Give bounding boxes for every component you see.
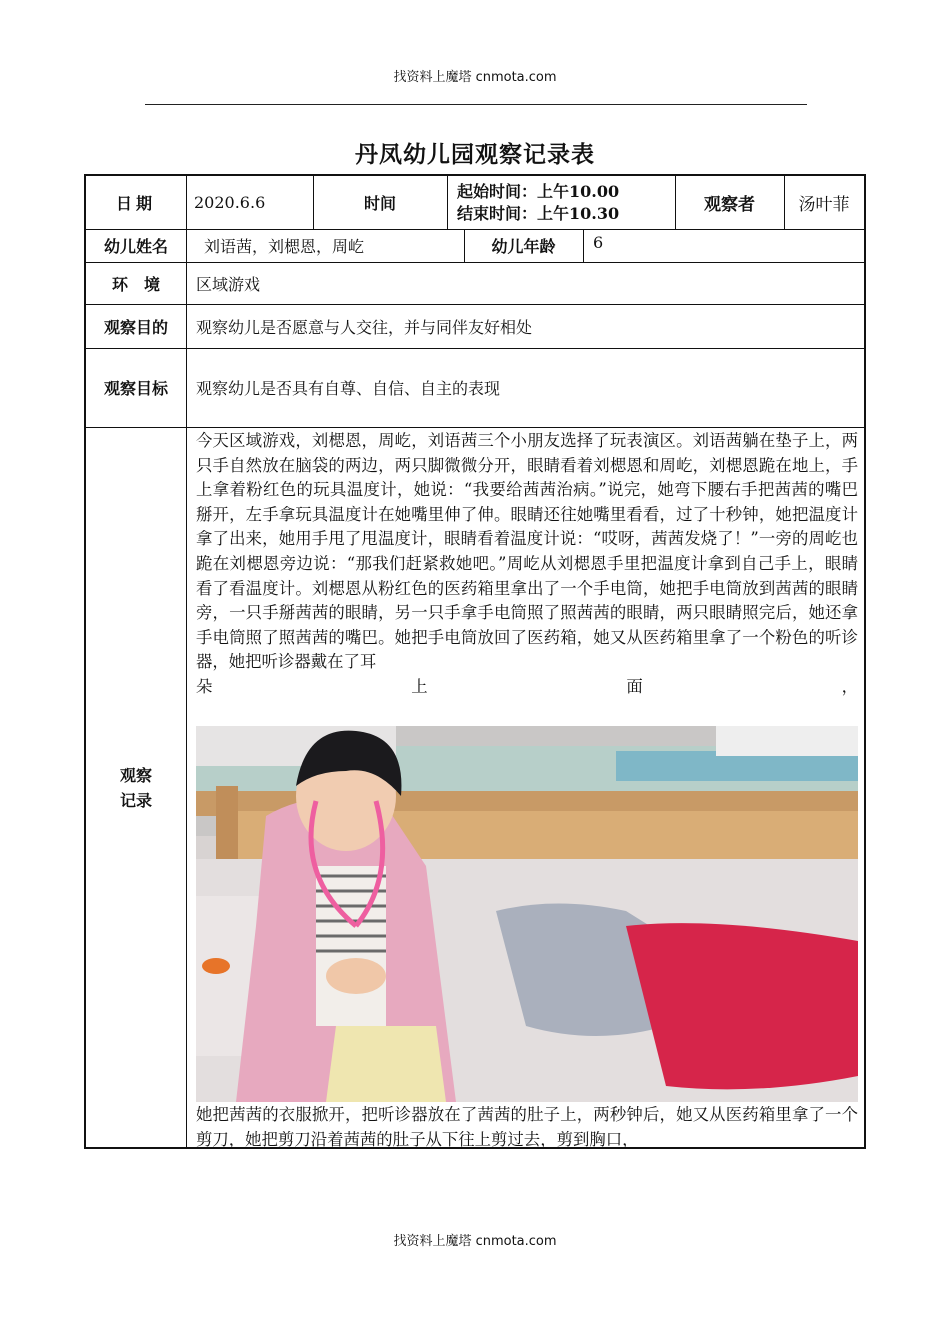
observation-table <box>84 174 866 1149</box>
date-value: 2020.6.6 <box>194 193 266 212</box>
observation-record-text <box>196 429 858 700</box>
record-label-line1: 观察 <box>119 766 152 785</box>
spread-char: 朵 <box>196 676 213 696</box>
observation-photo <box>196 726 858 1102</box>
child-age-label: 幼儿年龄 <box>491 237 556 256</box>
observer-label: 观察者 <box>704 195 755 215</box>
record-spread-line <box>196 675 858 700</box>
record-paragraph-2: 她把茜茜的衣服掀开，把听诊器放在了茜茜的肚子上，两秒钟后，她又从医药箱里拿了一个剪刀，她把剪刀沿着茜茜的肚子从下往上剪过去，剪到胸口， <box>196 1105 858 1149</box>
child-age-value: 6 <box>593 233 604 252</box>
row-divider <box>86 427 864 428</box>
child-name-value: 刘语茜，刘楒恩，周屹 <box>204 237 365 256</box>
observer-value: 汤叶菲 <box>798 195 850 215</box>
observation-goal-value: 观察幼儿是否具有自尊、自信、自主的表现 <box>196 379 501 398</box>
header-watermark: 找资料上魔塔 cnmota.com <box>393 70 557 85</box>
spread-char: 上 <box>411 676 428 696</box>
environment-value: 区域游戏 <box>196 274 261 294</box>
page-title: 丹凤幼儿园观察记录表 <box>355 141 595 168</box>
footer-watermark: 找资料上魔塔 cnmota.com <box>393 1234 557 1249</box>
col-divider <box>583 229 584 262</box>
time-label: 时间 <box>363 194 396 213</box>
photo-illustration <box>196 726 858 1102</box>
date-label: 日期 <box>115 194 156 213</box>
time-range <box>457 176 675 229</box>
observation-purpose-label: 观察目的 <box>103 317 168 337</box>
col-divider <box>447 176 448 229</box>
spread-char: 面 <box>626 676 643 696</box>
record-label-line2: 记录 <box>119 791 152 810</box>
start-time: 起始时间：上午10.00 <box>457 181 620 201</box>
observation-record-label <box>86 427 186 1149</box>
record-paragraph-1: 今天区域游戏，刘楒恩，周屹，刘语茜三个小朋友选择了玩表演区。刘语茜躺在垫子上，两只手自然放在脑袋的两边，两只脚微微分开，眼睛看着刘楒恩和周屹，刘楒恩跪在地上，手上拿着粉红色的玩具温度计，她说：“我要给茜茜治病。”说完，她弯下腰右手把茜茜的嘴巴掰开，左手拿玩具温度计在她嘴里伸了伸。眼睛还往她嘴里看看，过了十秒钟，她把温度计拿了出来，她用手甩了甩温度计，眼睛看着温度计说：“哎呀，茜茜发烧了！”一旁的周屹也跪在刘楒恩旁边说：“那我们赶紧救她吧。”周屹从刘楒恩手里把温度计拿到自己手上，眼睛看了看温度计。刘楒恩从粉红色的医药箱里拿出了一个手电筒，她把手电筒放到茜茜的眼睛旁，一只手掰茜茜的眼睛，另一只手拿手电筒照了照茜茜的眼睛，两只眼睛照完后，她还拿手电筒照了照茜茜的嘴巴。她把手电筒放回了医药箱，她又从医药箱里拿了一个粉色的听诊器，她把听诊器戴在了耳 <box>196 431 858 672</box>
col-divider <box>186 176 187 1149</box>
observation-goal-label: 观察目标 <box>103 379 168 398</box>
header-divider <box>145 104 807 105</box>
child-name-label: 幼儿姓名 <box>103 237 168 256</box>
environment-label: 环 境 <box>111 274 160 294</box>
end-time: 结束时间：上午10.30 <box>457 203 620 223</box>
observation-purpose-value: 观察幼儿是否愿意与人交往，并与同伴友好相处 <box>196 317 533 337</box>
spread-char: ， <box>841 676 858 696</box>
